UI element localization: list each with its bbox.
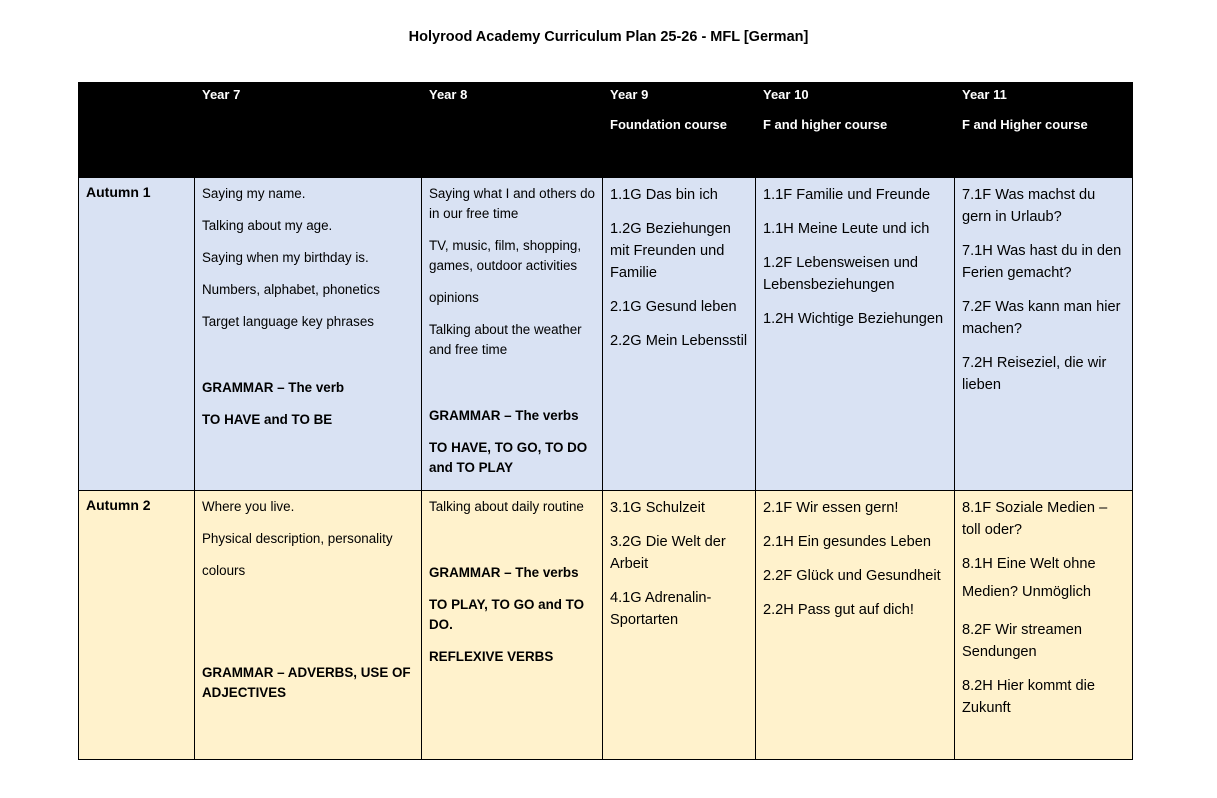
header-year-9-course: Foundation course: [610, 117, 727, 132]
topic-item: 2.2H Pass gut auf dich!: [763, 602, 914, 618]
topic-item: 7.2H Reiseziel, die wir lieben: [962, 355, 1107, 393]
topic-item: 1.1F Familie und Freunde: [763, 187, 931, 203]
topic-item: 3.1G Schulzeit: [610, 500, 705, 516]
grammar-item: TO HAVE and TO BE: [202, 412, 333, 427]
cell-autumn2-year10: [756, 491, 955, 760]
topic-item: Talking about daily routine: [429, 499, 584, 514]
topic-item: 2.2F Glück und Gesundheit: [763, 568, 941, 584]
grammar-item: REFLEXIVE VERBS: [429, 649, 554, 664]
topic-item: Numbers, alphabet, phonetics: [202, 282, 380, 297]
topic-item: 1.1H Meine Leute und ich: [763, 221, 930, 237]
cell-autumn1-year11: [955, 178, 1133, 491]
header-year-10-course: F and higher course: [763, 117, 888, 132]
cell-autumn2-year9: [603, 491, 756, 760]
topic-item: 8.1H Eine Welt ohne: [962, 556, 1096, 572]
grammar-item: GRAMMAR – ADVERBS, USE OF ADJECTIVES: [202, 665, 411, 700]
topic-item: 4.1G Adrenalin-Sportarten: [610, 590, 712, 628]
topic-item: 1.2F Lebensweisen und Lebensbeziehungen: [763, 255, 918, 293]
topic-item: 3.2G Die Welt der Arbeit: [610, 534, 726, 572]
cell-autumn2-year11: [955, 491, 1133, 760]
row-autumn-1: [79, 178, 1133, 491]
grammar-item: TO HAVE, TO GO, TO DO and TO PLAY: [429, 440, 588, 475]
header-year-11-course: F and Higher course: [962, 117, 1088, 132]
topic-item: 8.2F Wir streamen Sendungen: [962, 622, 1083, 660]
topic-item: 2.1H Ein gesundes Leben: [763, 534, 931, 550]
topic-item: 2.2G Mein Lebensstil: [610, 333, 748, 349]
topic-item: 7.1F Was machst du gern in Urlaub?: [962, 187, 1096, 225]
curriculum-table: [78, 82, 1133, 760]
topic-item: Where you live.: [202, 499, 295, 514]
header-year-8: Year 8: [422, 83, 603, 178]
grammar-item: GRAMMAR – The verbs: [429, 408, 579, 423]
topic-item: 7.1H Was hast du in den Ferien gemacht?: [962, 243, 1122, 281]
term-label: Autumn 1: [79, 178, 195, 491]
topic-item: 1.2G Beziehungen mit Freunden und Familie: [610, 221, 731, 281]
topic-item: opinions: [429, 290, 479, 305]
grammar-item: GRAMMAR – The verb: [202, 380, 345, 395]
grammar-item: GRAMMAR – The verbs: [429, 565, 579, 580]
topic-item: colours: [202, 563, 246, 578]
cell-autumn2-year8: [422, 491, 603, 760]
topic-item: 8.1F Soziale Medien – toll oder?: [962, 500, 1108, 538]
header-year-7: Year 7: [195, 83, 422, 178]
topic-item: Saying what I and others do in our free time: [429, 186, 596, 221]
topic-item: 8.2H Hier kommt die Zukunft: [962, 678, 1096, 716]
cell-autumn1-year7: [195, 178, 422, 491]
topic-item: 2.1F Wir essen gern!: [763, 500, 899, 516]
term-label: Autumn 2: [79, 491, 195, 760]
topic-item: 2.1G Gesund leben: [610, 299, 737, 315]
cell-autumn2-year7: [195, 491, 422, 760]
row-autumn-2: [79, 491, 1133, 760]
header-corner: [79, 83, 195, 178]
topic-item: TV, music, film, shopping, games, outdoor activities: [429, 238, 582, 273]
topic-item: 1.2H Wichtige Beziehungen: [763, 311, 944, 327]
topic-item: Saying when my birthday is.: [202, 250, 369, 265]
topic-item: 1.1G Das bin ich: [610, 187, 718, 203]
cell-autumn1-year10: [756, 178, 955, 491]
page-title: Holyrood Academy Curriculum Plan 25-26 - MFL [German]: [408, 29, 809, 45]
header-year-9: Year 9 Foundation course: [603, 83, 756, 178]
header-year-11: Year 11 F and Higher course: [955, 83, 1133, 178]
topic-item: Talking about my age.: [202, 218, 333, 233]
topic-item: Saying my name.: [202, 186, 306, 201]
header-row: [79, 83, 1133, 178]
topic-item: Talking about the weather and free time: [429, 322, 582, 357]
topic-item: Target language key phrases: [202, 314, 374, 329]
grammar-item: TO PLAY, TO GO and TO DO.: [429, 597, 585, 632]
topic-item: Physical description, personality: [202, 531, 393, 546]
header-year-10: Year 10 F and higher course: [756, 83, 955, 178]
cell-autumn1-year8: [422, 178, 603, 491]
topic-item: Medien? Unmöglich: [962, 584, 1091, 600]
topic-item: 7.2F Was kann man hier machen?: [962, 299, 1121, 337]
cell-autumn1-year9: [603, 178, 756, 491]
